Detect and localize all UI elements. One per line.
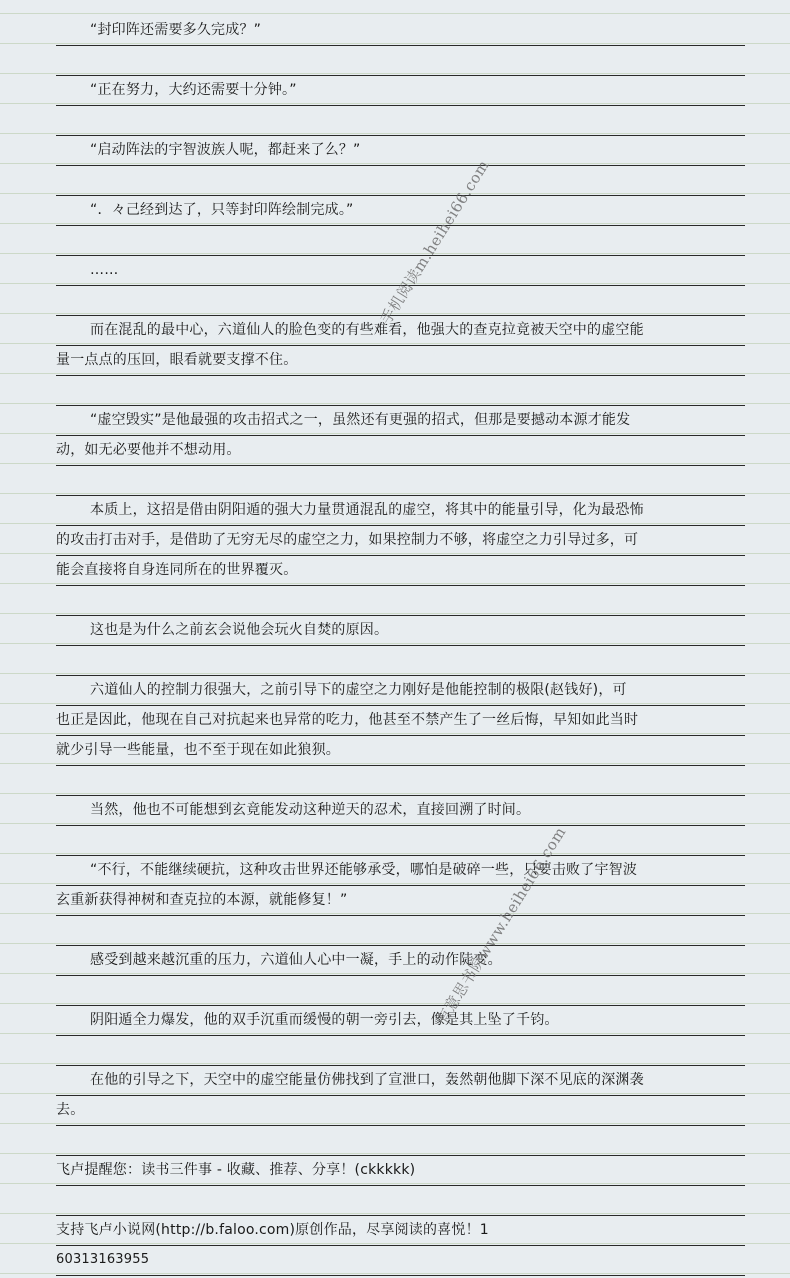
text-line: 在他的引导之下，天空中的虚空能量仿佛找到了宣泄口，轰然朝他脚下深不见底的深渊袭 bbox=[56, 1066, 745, 1096]
blank-line bbox=[56, 1186, 745, 1216]
blank-line bbox=[56, 466, 745, 496]
text-line: …… bbox=[56, 256, 745, 286]
blank-line bbox=[56, 376, 745, 406]
text-line: 量一点点的压回，眼看就要支撑不住。 bbox=[56, 346, 745, 376]
blank-line bbox=[56, 766, 745, 796]
text-line: “封印阵还需要多久完成？” bbox=[56, 16, 745, 46]
text-line: “虚空毁实”是他最强的攻击招式之一，虽然还有更强的招式，但那是要撼动本源才能发 bbox=[56, 406, 745, 436]
text-line: 60313163955 bbox=[56, 1246, 745, 1276]
blank-line bbox=[56, 46, 745, 76]
text-line: 当然，他也不可能想到玄竟能发动这种逆天的忍术，直接回溯了时间。 bbox=[56, 796, 745, 826]
text-line: “正在努力，大约还需要十分钟。” bbox=[56, 76, 745, 106]
blank-line bbox=[56, 916, 745, 946]
text-line: 去。 bbox=[56, 1096, 745, 1126]
text-line: 而在混乱的最中心，六道仙人的脸色变的有些难看，他强大的查克拉竟被天空中的虚空能 bbox=[56, 316, 745, 346]
blank-line bbox=[56, 166, 745, 196]
text-line: 的攻击打击对手，是借助了无穷无尽的虚空之力，如果控制力不够，将虚空之力引导过多，可 bbox=[56, 526, 745, 556]
text-line: 能会直接将自身连同所在的世界覆灭。 bbox=[56, 556, 745, 586]
blank-line bbox=[56, 226, 745, 256]
text-line: “启动阵法的宇智波族人呢，都赶来了么？” bbox=[56, 136, 745, 166]
blank-line bbox=[56, 1126, 745, 1156]
blank-line bbox=[56, 646, 745, 676]
blank-line bbox=[56, 826, 745, 856]
text-line: 阴阳遁全力爆发，他的双手沉重而缓慢的朝一旁引去，像是其上坠了千钧。 bbox=[56, 1006, 745, 1036]
text-line: 就少引导一些能量，也不至于现在如此狼狈。 bbox=[56, 736, 745, 766]
text-line: 感受到越来越沉重的压力，六道仙人心中一凝，手上的动作陡变。 bbox=[56, 946, 745, 976]
text-line: 也正是因此，他现在自己对抗起来也异常的吃力，他甚至不禁产生了一丝后悔，早知如此当时 bbox=[56, 706, 745, 736]
watermark-site: 有意思书院www.heihei66.com bbox=[432, 823, 570, 1028]
text-line: 六道仙人的控制力很强大，之前引导下的虚空之力刚好是他能控制的极限(赵钱好)，可 bbox=[56, 676, 745, 706]
text-line: 动，如无必要他并不想动用。 bbox=[56, 436, 745, 466]
text-line: “．々己经到达了，只等封印阵绘制完成。” bbox=[56, 196, 745, 226]
blank-line bbox=[56, 976, 745, 1006]
text-line: 玄重新获得神树和查克拉的本源，就能修复！” bbox=[56, 886, 745, 916]
blank-line bbox=[56, 106, 745, 136]
text-line: “不行，不能继续硬抗，这种攻击世界还能够承受，哪怕是破碎一些，只要击败了宇智波 bbox=[56, 856, 745, 886]
chapter-text bbox=[56, 16, 745, 1276]
blank-line bbox=[56, 586, 745, 616]
text-line: 这也是为什么之前玄会说他会玩火自焚的原因。 bbox=[56, 616, 745, 646]
text-line: 本质上，这招是借由阴阳遁的强大力量贯通混乱的虚空，将其中的能量引导，化为最恐怖 bbox=[56, 496, 745, 526]
blank-line bbox=[56, 1036, 745, 1066]
text-line: 支持飞卢小说网(http://b.faloo.com)原创作品，尽享阅读的喜悦！1 bbox=[56, 1216, 745, 1246]
watermark-mobile: 手机阅读m.heihei66.com bbox=[376, 156, 493, 328]
text-line: 飞卢提醒您：读书三件事 - 收藏、推荐、分享！(ckkkkk) bbox=[56, 1156, 745, 1186]
